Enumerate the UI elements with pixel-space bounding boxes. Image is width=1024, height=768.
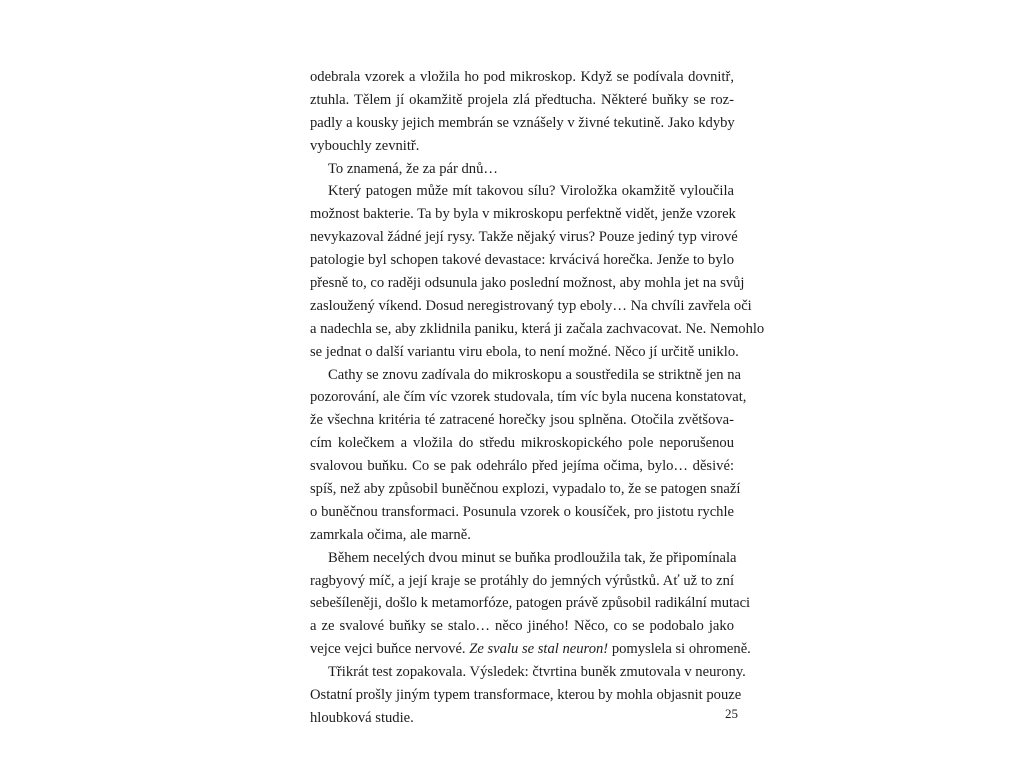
body-text: [310, 66, 765, 730]
text-line: se jednat o další variantu viru ebola, to není možné. Něco jí určitě uniklo.: [310, 343, 739, 360]
text-line: možnost bakterie. Ta by byla v mikroskopu perfektně vidět, jenže vzorek: [310, 206, 736, 223]
text-line: o buněčnou transformaci. Posunula vzorek o kousíček, pro jistotu rychle: [310, 503, 734, 520]
text-line: nevykazoval žádné její rysy. Takže nějaký virus? Pouze jediný typ virové: [310, 229, 738, 246]
text-segment: vejce vejci buňce nervové.: [310, 641, 466, 658]
italic-thought: Ze svalu se stal neuron!: [469, 641, 609, 658]
text-line: přesně to, co raději odsunula jako poslední možnost, aby mohla jet na svůj: [310, 275, 745, 292]
text-line: svalovou buňku. Co se pak odehrálo před jejíma očima, bylo… děsivé:: [310, 458, 734, 475]
page-number: 25: [725, 706, 738, 721]
text-line: zasloužený víkend. Dosud neregistrovaný typ eboly… Na chvíli zavřela oči: [310, 297, 752, 314]
text-line: Třikrát test zopakovala. Výsledek: čtvrtina buněk zmutovala v neurony.: [328, 664, 746, 681]
text-line: ztuhla. Tělem jí okamžitě projela zlá předtucha. Některé buňky se roz-: [310, 91, 734, 108]
text-line: Který patogen může mít takovou sílu? Viroložka okamžitě vyloučila: [328, 183, 734, 200]
text-line: a nadechla se, aby zklidnila paniku, která ji začala zachvacovat. Ne. Nemohlo: [310, 320, 765, 337]
text-segment: pomyslela si ohromeně.: [611, 641, 751, 658]
text-line: sebešíleněji, došlo k metamorfóze, patogen právě způsobil radikální mutaci: [310, 595, 751, 612]
text-line: vybouchly zevnitř.: [310, 137, 420, 154]
text-line: hloubková studie.: [310, 709, 414, 726]
text-line: pozorování, ale čím víc vzorek studovala, tím víc byla nucena konstatovat,: [310, 389, 747, 406]
text-line: patologie byl schopen takové devastace: krvácivá horečka. Jenže to bylo: [310, 252, 734, 269]
text-line: a ze svalové buňky se stalo… něco jiného! Něco, co se podobalo jako: [310, 618, 734, 635]
text-line: Během necelých dvou minut se buňka prodloužila tak, že připomínala: [328, 549, 737, 566]
text-line: [310, 638, 751, 661]
text-line: Ostatní prošly jiným typem transformace, kterou by mohla objasnit pouze: [310, 687, 742, 704]
text-line: To znamená, že za pár dnů…: [328, 160, 498, 177]
text-line: Cathy se znovu zadívala do mikroskopu a soustředila se striktně jen na: [328, 366, 741, 383]
text-line: cím kolečkem a vložila do středu mikroskopického pole neporušenou: [310, 435, 734, 452]
text-line: spíš, než aby způsobil buněčnou explozi, vypadalo to, že se patogen snaží: [310, 481, 741, 498]
text-line: ragbyový míč, a její kraje se protáhly do jemných výrůstků. Ať už to zní: [310, 572, 734, 589]
text-line: odebrala vzorek a vložila ho pod mikroskop. Když se podívala dovnitř,: [310, 69, 734, 85]
text-line: padly a kousky jejich membrán se vznášely v živné tekutině. Jako kdyby: [310, 114, 735, 131]
text-line: že všechna kritéria té zatracené horečky jsou splněna. Otočila zvětšova-: [310, 412, 734, 429]
text-line: zamrkala očima, ale marně.: [310, 526, 471, 543]
